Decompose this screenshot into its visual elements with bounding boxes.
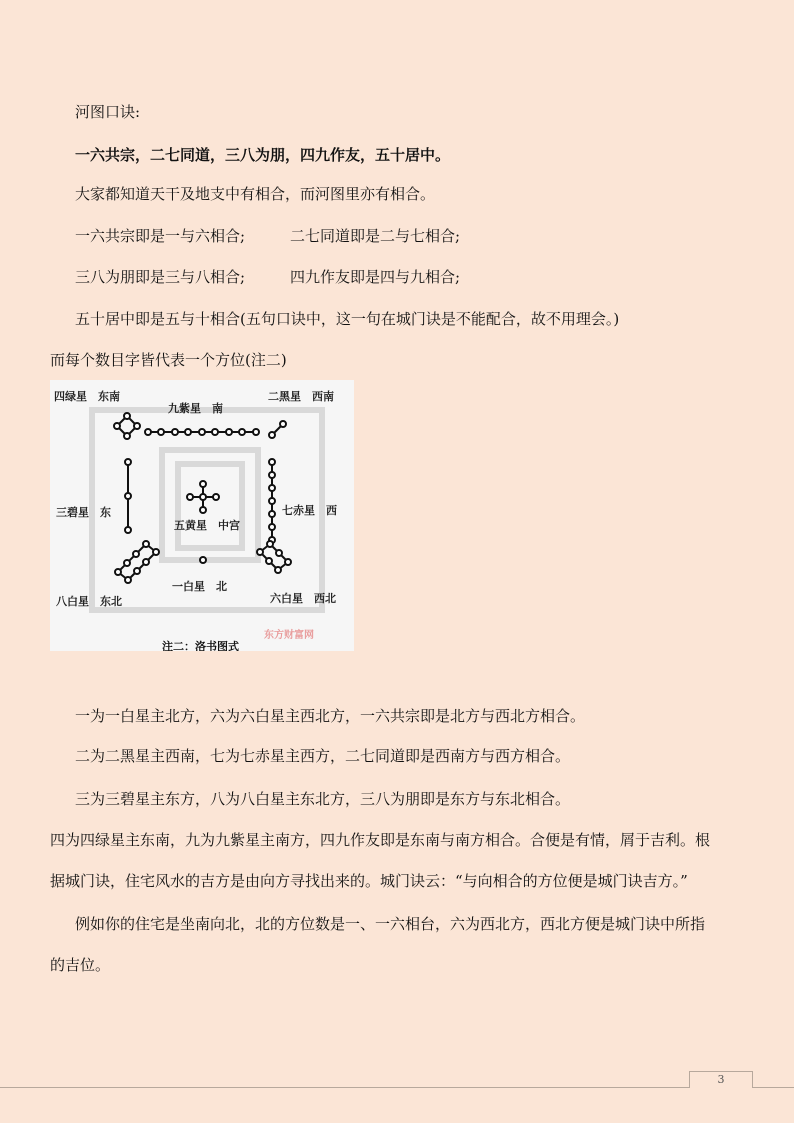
label-bottom-right: 六白星 西北 <box>270 592 336 605</box>
label-top-left: 四绿星 东南 <box>54 390 120 403</box>
verse: 一六共宗，二七同道，三八为朋，四九作友，五十居中。 <box>75 146 451 164</box>
pair-2-left: 三八为朋即是三与八相合; <box>75 268 246 286</box>
line-5a: 例如你的住宅是坐南向北，北的方位数是一、一六相台，六为西北方，西北方便是城门诀中所指 <box>75 915 706 933</box>
pair-1-left: 一六共宗即是一与六相合; <box>75 227 246 245</box>
line-1: 一为一白星主北方，六为六白星主西北方，一六共宗即是北方与西北方相合。 <box>75 707 586 725</box>
line-4b: 据城门诀，住宅风水的吉方是由向方寻找出来的。城门诀云：“与向相合的方位便是城门诀吉方。” <box>50 872 688 890</box>
heading: 河图口诀: <box>75 103 141 121</box>
label-bottom-left: 八白星 东北 <box>56 595 122 608</box>
footer-rule-right <box>752 1087 794 1088</box>
label-center: 五黄星 中宫 <box>174 519 240 532</box>
pair-1-right: 二七同道即是二与七相合; <box>290 227 461 245</box>
page-number: 3 <box>717 1073 725 1086</box>
line-3: 三为三碧星主东方，八为八白星主东北方，三八为朋即是东方与东北相合。 <box>75 790 571 808</box>
page-number-tab <box>689 1071 753 1088</box>
line-4a: 四为四绿星主东南，九为九紫星主南方，四九作友即是东南与南方相合。合便是有情，屑于吉利。根 <box>50 831 711 849</box>
label-top-right: 二黑星 西南 <box>268 390 334 403</box>
line-5b: 的吉位。 <box>50 956 111 974</box>
label-right: 七赤星 西 <box>282 504 337 517</box>
label-left: 三碧星 东 <box>56 506 111 519</box>
luoshu-figure <box>50 380 354 651</box>
label-bottom: 一白星 北 <box>172 580 227 593</box>
footer-rule-left <box>0 1087 690 1088</box>
figure-caption: 注二：洛书图式 <box>162 640 239 651</box>
pair-2-right: 四九作友即是四与九相合; <box>290 268 461 286</box>
line-2: 二为二黑星主西南，七为七赤星主西方，二七同道即是西南方与西方相合。 <box>75 747 571 765</box>
paragraph-3: 而每个数目字皆代表一个方位(注二) <box>50 351 287 369</box>
paragraph-2: 五十居中即是五与十相合(五句口诀中，这一句在城门诀是不能配合，故不用理会。) <box>75 310 620 328</box>
label-top: 九紫星 南 <box>168 402 223 415</box>
watermark: 东方财富网 <box>264 630 314 641</box>
paragraph-1: 大家都知道天干及地支中有相合，而河图里亦有相合。 <box>75 185 436 203</box>
